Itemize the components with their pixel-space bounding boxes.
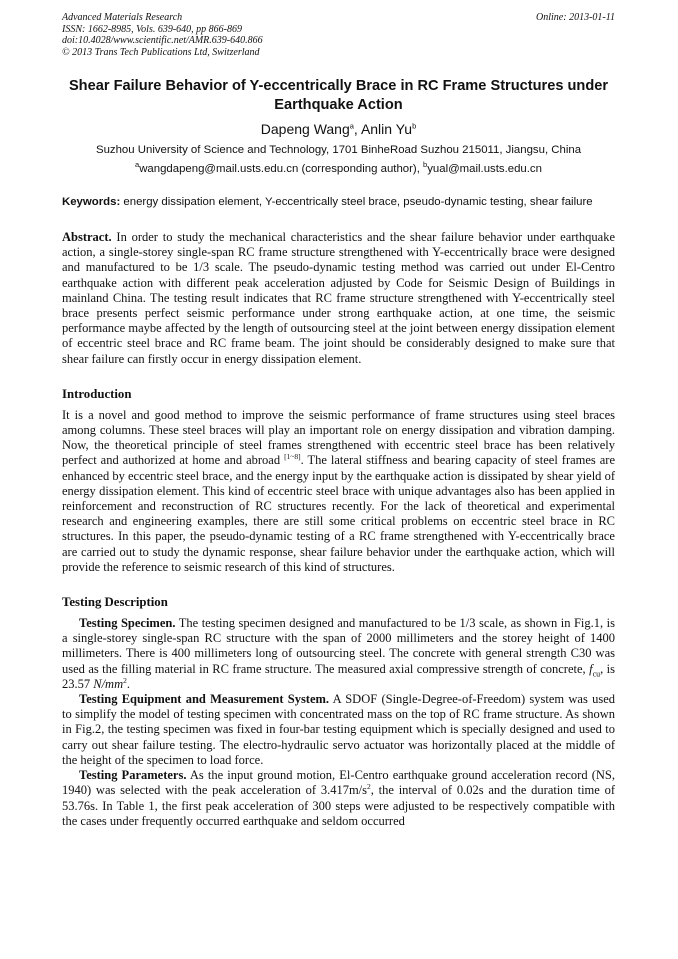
author-line	[62, 120, 615, 138]
paragraph-text: As the input ground motion, El-Centro earthquake ground acceleration record (NS, 1940) was selected with the peak acceleration of 3.417m/s	[62, 768, 615, 798]
email-link[interactable]: wangdapeng@mail.usts.edu.cn (corresponding author),	[139, 163, 424, 175]
paper-title: Shear Failure Behavior of Y-eccentrically Brace in RC Frame Structures under Earthquake Action	[68, 78, 609, 113]
paragraph-label: Testing Parameters.	[79, 768, 187, 783]
abstract-text: In order to study the mechanical characteristics and the shear failure behavior under earthquake action, a single-storey single-span RC frame structure strengthened with Y-eccentrically brace were designed and manufactured to be 1/3 scale. The pseudo-dynamic testing method was carried out under El-Centro earthquake action with different peak acceleration adjusted by Code for Seismic Design of Buildings in mainland China. The testing result indicates that RC frame structure strengthened with Y-eccentrically steel brace presents perfect seismic performance under strong earthquake action, at one time, the seismic performance maybe affected by the length of outsourcing steel at the joint between energy dissipation element of eccentric steel brace and RC frame beam. The joint should be considerably designed to make sure that shear failure can firstly occur in energy dissipation element.	[62, 230, 615, 366]
introduction-paragraph	[62, 408, 615, 575]
author-name: Anlin Yu	[360, 121, 413, 137]
journal-issn: ISSN: 1662-8985, Vols. 639-640, pp 866-869	[62, 23, 242, 35]
symbol-subscript: cu	[592, 669, 601, 679]
keywords-label: Keywords:	[62, 196, 121, 208]
unit-exponent: 2	[367, 782, 371, 792]
author-separator: ,	[353, 121, 361, 137]
email-mark: b	[423, 160, 428, 170]
abstract	[62, 230, 615, 367]
intro-text: It is a novel and good method to improve the seismic performance of frame structures using steel braces among columns. These steel braces will play an important role on energy dissipation and vibration damping. Now, the theoretical principle of steel frames strengthened with eccentric steel brace has been relatively perfect and authorized at home and abroad	[62, 407, 615, 468]
section-heading: Introduction	[62, 386, 132, 401]
paragraph-text: A SDOF (Single-Degree-of-Freedom) system was used to simplify the model of testing specimen with concentrated mass on the top of RC frame structure. As shown in Fig.2, the testing specimen was fixed in four-bar testing equipment which is specially designed and used to carry out shear failure testing. The electro-hydraulic servo actuator was horizontally placed at the middle of the height of the specimen to load force.	[62, 692, 615, 767]
author-affiliation-mark: b	[412, 121, 417, 131]
abstract-label: Abstract.	[62, 230, 112, 244]
author-name: Dapeng Wang	[260, 121, 350, 137]
keywords-text: energy dissipation element, Y-eccentrically steel brace, pseudo-dynamic testing, shear failure	[120, 196, 593, 208]
testing-parameters-paragraph	[62, 768, 615, 829]
unit: N/mm	[93, 676, 124, 691]
email-mark: a	[135, 160, 140, 170]
paragraph-label: Testing Equipment and Measurement System.	[79, 692, 330, 707]
testing-specimen-paragraph	[62, 616, 615, 692]
journal-header	[62, 12, 615, 58]
journal-copyright: © 2013 Trans Tech Publications Ltd, Switzerland	[62, 46, 260, 58]
affiliation: Suzhou University of Science and Technology, 1701 BinheRoad Suzhou 215011, Jiangsu, China	[95, 144, 582, 156]
email-link[interactable]: yual@mail.usts.edu.cn	[427, 163, 542, 175]
paper-page	[62, 12, 615, 829]
paragraph-text: , is 23.57	[62, 661, 615, 691]
paragraph-text: The testing specimen designed and manufactured to be 1/3 scale, as shown in Fig.1, is a single-storey single-span RC structure with the span of 2000 millimeters and the storey height of 1400 millimeters. There is 400 millimeters long of outsourcing steel. The concrete with general strength C30 was used as the filling material in RC frame structure. The measured axial compressive strength of concrete,	[62, 616, 615, 676]
symbol-f: f	[589, 661, 593, 676]
keywords	[62, 195, 615, 210]
journal-doi: doi:10.4028/www.scientific.net/AMR.639-640.866	[62, 35, 263, 46]
online-date: Online: 2013-01-11	[536, 12, 615, 23]
author-emails	[62, 162, 615, 176]
paragraph-text: , the interval of 0.02s and the duration time of 53.76s. In Table 1, the first peak acceleration of 300 steps were adjusted to be respectively compatible with the cases under frequently occurred earthquake and seldom occurred	[62, 783, 615, 828]
author-affiliation-mark: a	[349, 121, 354, 131]
section-heading: Testing Description	[62, 595, 168, 610]
paragraph-text: .	[126, 676, 130, 691]
unit-exponent: 2	[123, 675, 127, 685]
intro-text: . The lateral stiffness and bearing capacity of steel frames are enhanced by eccentric steel brace, and the energy input by the earthquake action is dissipated by shear yield of energy dissipation element. This kind of eccentric steel brace with unique advantages also has been applied in reinforcement and reconstruction of RC structures recently. For the lack of theoretical and experimental research and engineering examples, there are still some critical problems on eccentric steel brace in RC structures. In this paper, the pseudo-dynamic testing of a RC frame strengthened with Y-eccentrically brace are carried out to study the dynamic response, shear failure behavior under the earthquake action, which will provide the reference to seismic research of this kind of structures.	[62, 453, 616, 574]
citation-ref: [1~8]	[284, 452, 301, 462]
paragraph-label: Testing Specimen.	[79, 616, 176, 631]
journal-name: Advanced Materials Research	[62, 12, 183, 23]
testing-equipment-paragraph	[62, 692, 615, 768]
